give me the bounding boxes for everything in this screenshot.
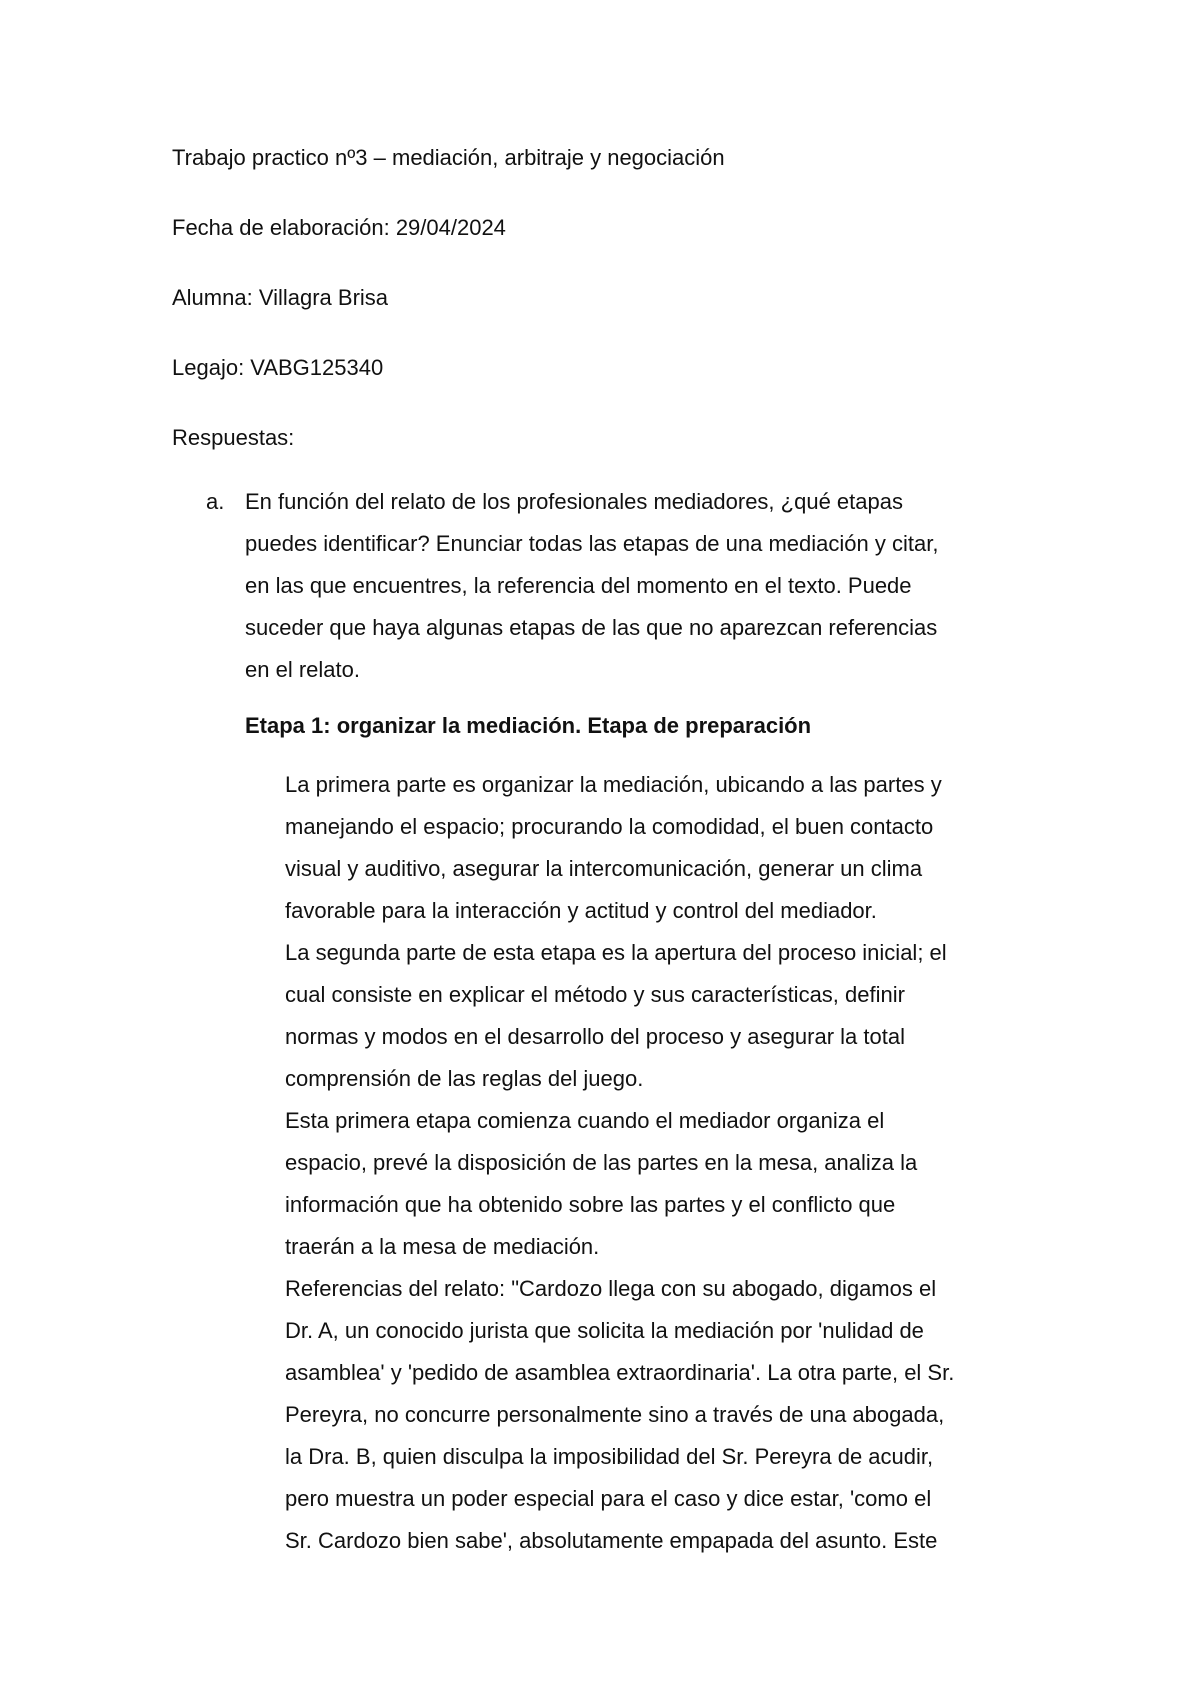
question-line: En función del relato de los profesionales mediadores, ¿qué etapas [245,489,903,514]
stage-body [285,764,1085,1562]
body-line: visual y auditivo, asegurar la intercomunicación, generar un clima [285,856,923,881]
body-line: traerán a la mesa de mediación. [285,1234,600,1259]
body-line: asamblea' y 'pedido de asamblea extraordinaria'. La otra parte, el Sr. [285,1360,955,1385]
student-line: Alumna: Villagra Brisa [172,285,389,310]
body-line: manejando el espacio; procurando la comodidad, el buen contacto [285,814,934,839]
document-title: Trabajo practico nº3 – mediación, arbitraje y negociación [172,145,725,170]
question-line: suceder que haya algunas etapas de las que no aparezcan referencias [245,615,938,640]
body-line: espacio, prevé la disposición de las partes en la mesa, analiza la [285,1150,918,1175]
body-line: Dr. A, un conocido jurista que solicita la mediación por 'nulidad de [285,1318,924,1343]
question-line: puedes identificar? Enunciar todas las etapas de una mediación y citar, [245,531,939,556]
body-line: la Dra. B, quien disculpa la imposibilidad del Sr. Pereyra de acudir, [285,1444,934,1469]
body-line: Sr. Cardozo bien sabe', absolutamente empapada del asunto. Este [285,1528,938,1553]
body-line: favorable para la interacción y actitud y control del mediador. [285,898,877,923]
answers-label: Respuestas: [172,425,295,450]
body-line: pero muestra un poder especial para el caso y dice estar, 'como el [285,1486,932,1511]
question-text [245,481,1045,691]
body-line: La segunda parte de esta etapa es la apertura del proceso inicial; el [285,940,947,965]
body-line: información que ha obtenido sobre las partes y el conflicto que [285,1192,896,1217]
list-marker: a. [206,489,225,514]
body-line: cual consiste en explicar el método y sus características, definir [285,982,905,1007]
body-line: Pereyra, no concurre personalmente sino a través de una abogada, [285,1402,945,1427]
file-number-line: Legajo: VABG125340 [172,355,384,380]
body-line: Referencias del relato: "Cardozo llega con su abogado, digamos el [285,1276,937,1301]
body-line: Esta primera etapa comienza cuando el mediador organiza el [285,1108,885,1133]
question-line: en las que encuentres, la referencia del momento en el texto. Puede [245,573,912,598]
question-line: en el relato. [245,657,360,682]
body-line: comprensión de las reglas del juego. [285,1066,644,1091]
date-line: Fecha de elaboración: 29/04/2024 [172,215,506,240]
body-line: La primera parte es organizar la mediación, ubicando a las partes y [285,772,942,797]
stage-heading: Etapa 1: organizar la mediación. Etapa de preparación [245,713,812,738]
body-line: normas y modos en el desarrollo del proceso y asegurar la total [285,1024,905,1049]
